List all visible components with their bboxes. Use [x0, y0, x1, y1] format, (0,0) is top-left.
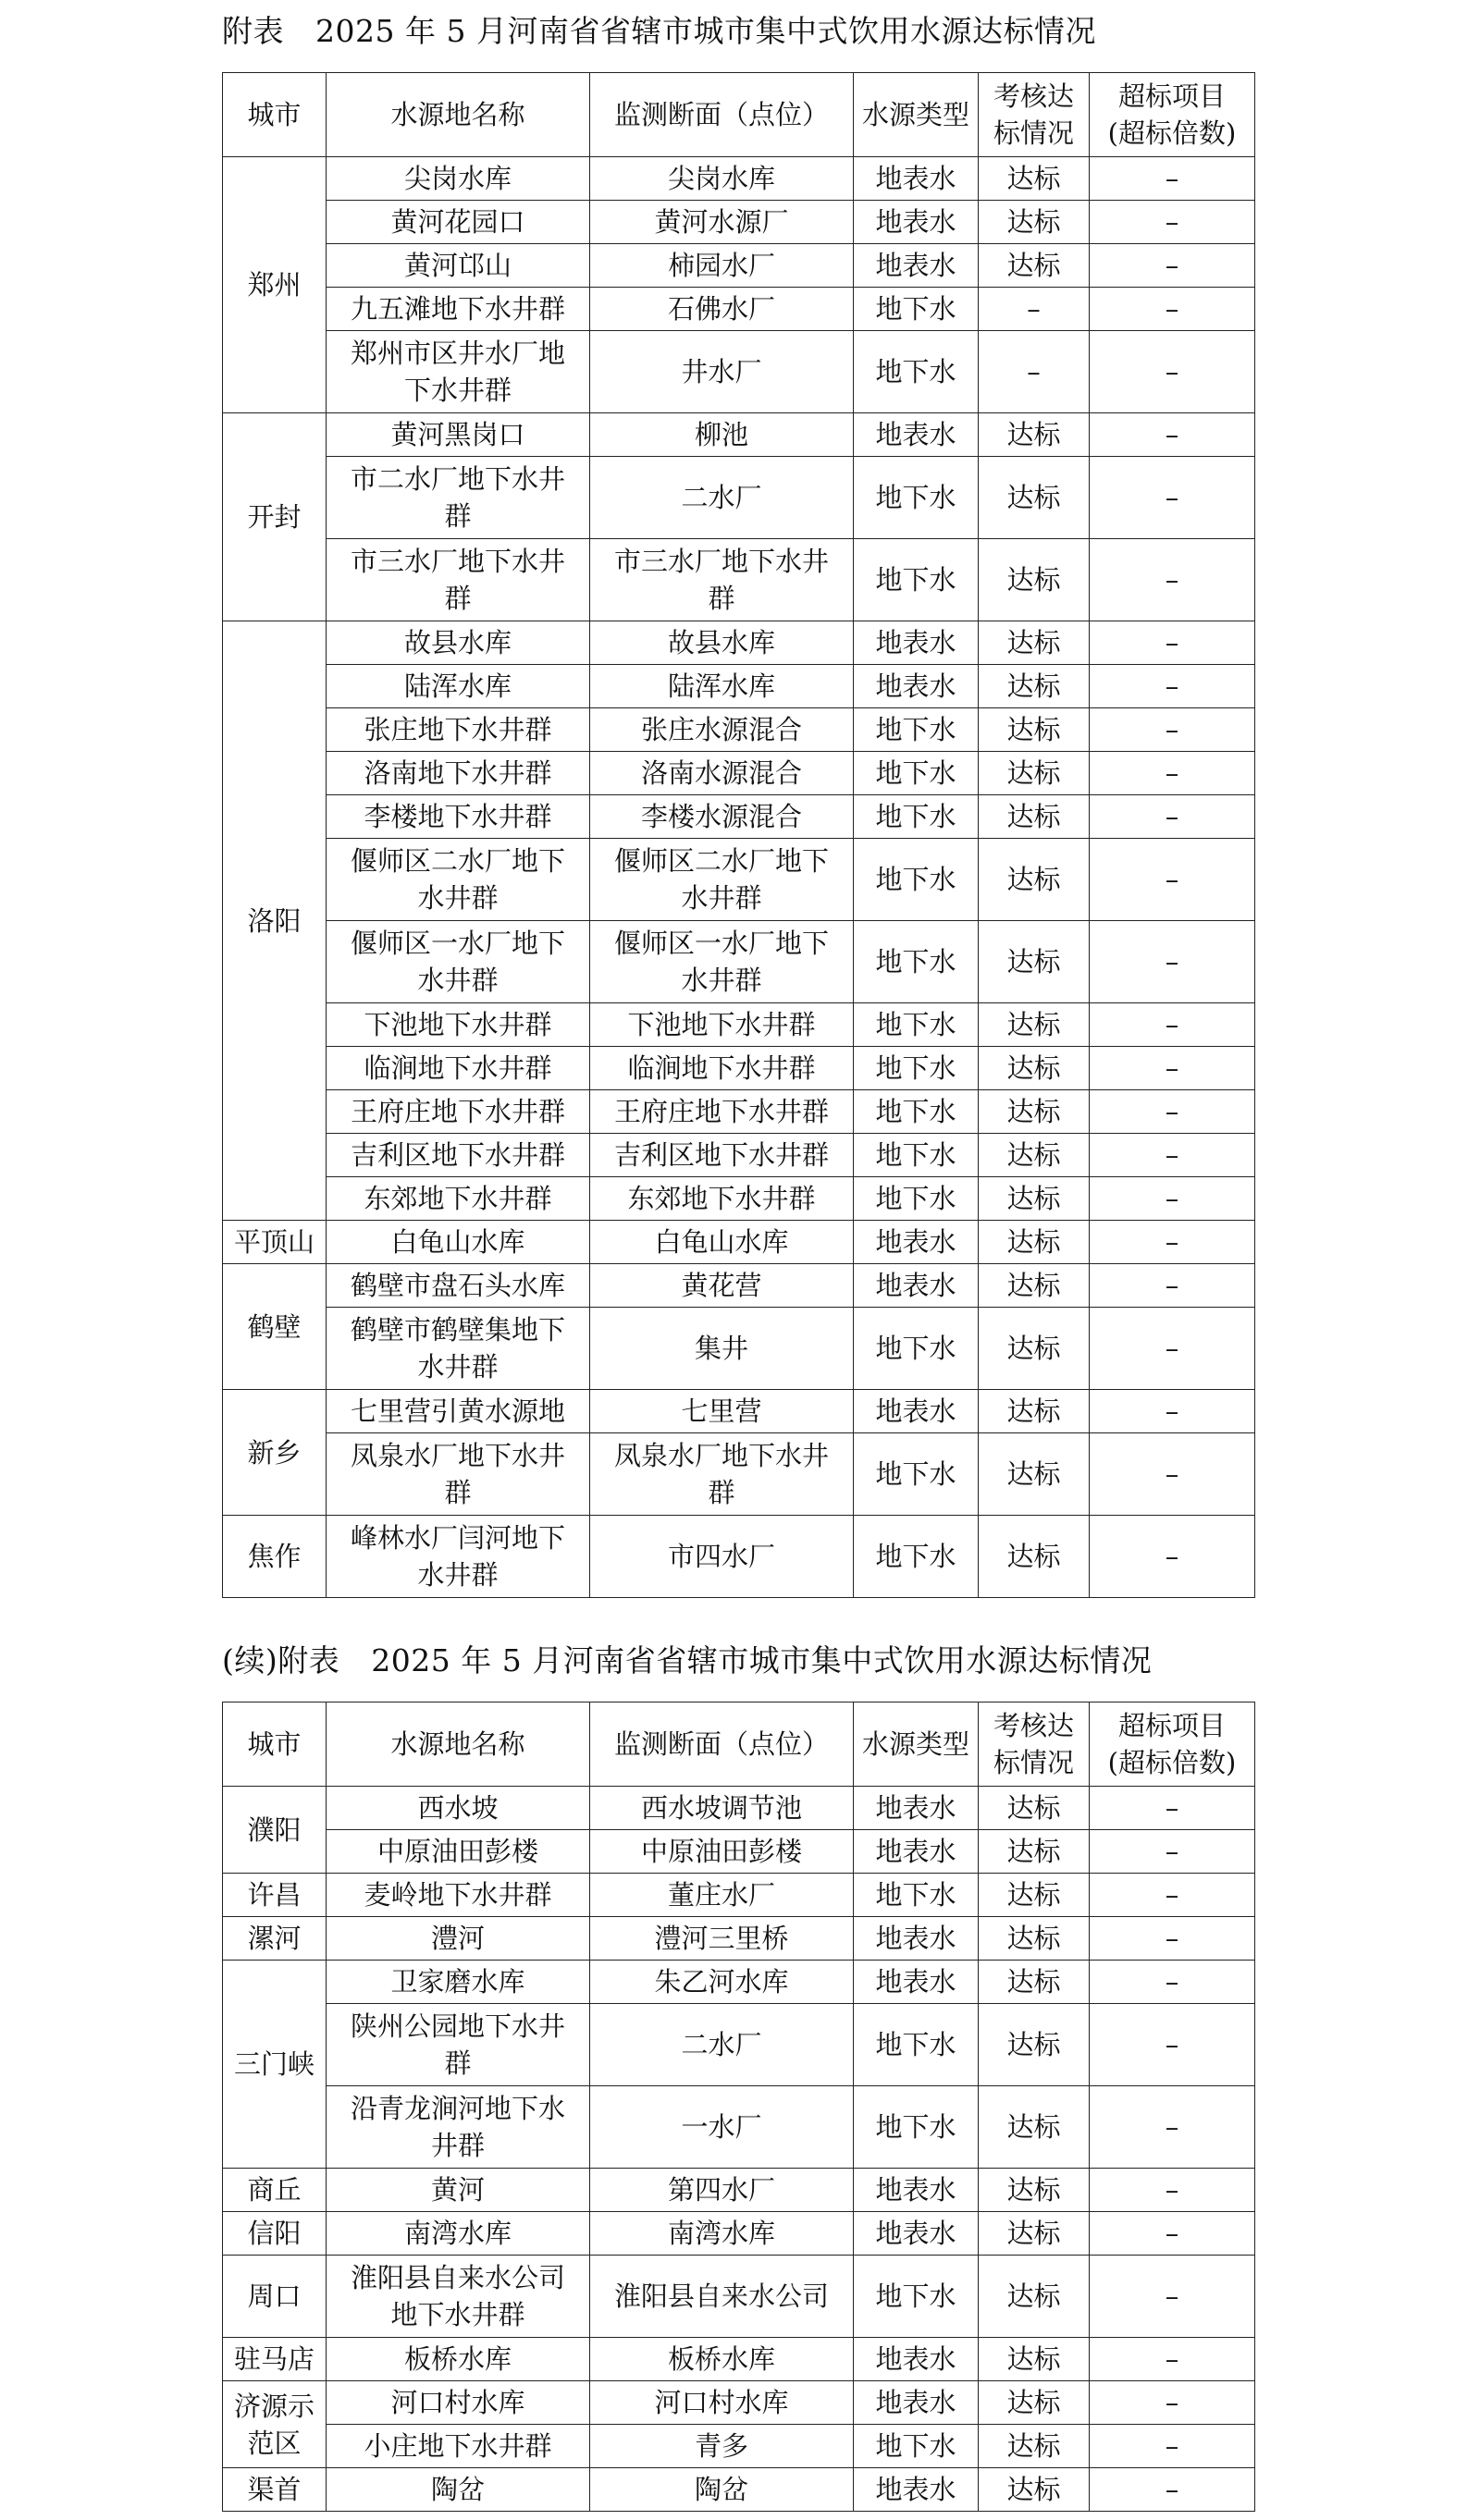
exceed-cell: –	[1090, 1787, 1255, 1830]
table-row	[223, 331, 1255, 413]
source-type-cell: 地下水	[854, 1090, 979, 1134]
title-prefix: 附表	[222, 13, 284, 49]
source-name-cell: 白龟山水库	[327, 1221, 590, 1264]
header-exceed: 超标项目 (超标倍数)	[1090, 73, 1255, 157]
source-name-cell: 七里营引黄水源地	[327, 1390, 590, 1433]
exceed-cell: –	[1090, 1516, 1255, 1598]
table-row	[223, 1390, 1255, 1433]
exceed-cell: –	[1090, 839, 1255, 921]
exceed-cell: –	[1090, 413, 1255, 457]
status-cell: 达标	[979, 2086, 1090, 2169]
source-type-cell: 地下水	[854, 1003, 979, 1047]
source-name-cell: 尖岗水库	[327, 157, 590, 201]
exceed-cell: –	[1090, 1874, 1255, 1917]
header-type: 水源类型	[854, 73, 979, 157]
source-name-cell: 沿青龙涧河地下水 井群	[327, 2086, 590, 2169]
source-type-cell: 地表水	[854, 413, 979, 457]
monitoring-section-cell: 临涧地下水井群	[590, 1047, 854, 1090]
source-type-cell: 地下水	[854, 2004, 979, 2086]
exceed-cell: –	[1090, 752, 1255, 795]
status-cell: 达标	[979, 2425, 1090, 2468]
table-row	[223, 2468, 1255, 2512]
header-row	[223, 73, 1255, 157]
city-cell: 开封	[223, 413, 327, 621]
water-source-table-continued	[222, 1702, 1255, 2512]
city-cell: 郑州	[223, 157, 327, 413]
status-cell: 达标	[979, 1961, 1090, 2004]
monitoring-section-cell: 板桥水库	[590, 2338, 854, 2381]
status-cell: 达标	[979, 1390, 1090, 1433]
source-name-cell: 临涧地下水井群	[327, 1047, 590, 1090]
monitoring-section-cell: 青多	[590, 2425, 854, 2468]
source-name-cell: 郑州市区井水厂地 下水井群	[327, 331, 590, 413]
monitoring-section-cell: 河口村水库	[590, 2381, 854, 2425]
monitoring-section-cell: 故县水库	[590, 621, 854, 665]
header-status: 考核达 标情况	[979, 1703, 1090, 1787]
table-row	[223, 2338, 1255, 2381]
table-title	[222, 13, 1096, 50]
source-type-cell: 地表水	[854, 1787, 979, 1830]
exceed-cell: –	[1090, 2256, 1255, 2338]
exceed-cell: –	[1090, 1961, 1255, 2004]
source-name-cell: 鹤壁市鹤壁集地下 水井群	[327, 1308, 590, 1390]
status-cell: 达标	[979, 1177, 1090, 1221]
exceed-cell: –	[1090, 1177, 1255, 1221]
monitoring-section-cell: 陆浑水库	[590, 665, 854, 708]
table-row	[223, 795, 1255, 839]
monitoring-section-cell: 七里营	[590, 1390, 854, 1433]
source-type-cell: 地下水	[854, 795, 979, 839]
exceed-cell: –	[1090, 331, 1255, 413]
monitoring-section-cell: 东郊地下水井群	[590, 1177, 854, 1221]
source-name-cell: 小庄地下水井群	[327, 2425, 590, 2468]
source-type-cell: 地表水	[854, 2381, 979, 2425]
source-name-cell: 黄河花园口	[327, 201, 590, 244]
source-type-cell: 地下水	[854, 1433, 979, 1516]
exceed-cell: –	[1090, 1134, 1255, 1177]
monitoring-section-cell: 王府庄地下水井群	[590, 1090, 854, 1134]
source-type-cell: 地下水	[854, 708, 979, 752]
exceed-cell: –	[1090, 457, 1255, 539]
exceed-cell: –	[1090, 621, 1255, 665]
table-row	[223, 288, 1255, 331]
source-type-cell: 地下水	[854, 2425, 979, 2468]
status-cell: 达标	[979, 2468, 1090, 2512]
source-name-cell: 洛南地下水井群	[327, 752, 590, 795]
source-type-cell: 地表水	[854, 1961, 979, 2004]
source-name-cell: 李楼地下水井群	[327, 795, 590, 839]
source-type-cell: 地下水	[854, 1308, 979, 1390]
monitoring-section-cell: 西水坡调节池	[590, 1787, 854, 1830]
exceed-cell: –	[1090, 1917, 1255, 1961]
status-cell: 达标	[979, 665, 1090, 708]
monitoring-section-cell: 淮阳县自来水公司	[590, 2256, 854, 2338]
monitoring-section-cell: 凤泉水厂地下水井 群	[590, 1433, 854, 1516]
status-cell: 达标	[979, 621, 1090, 665]
table-row	[223, 1090, 1255, 1134]
exceed-cell: –	[1090, 1308, 1255, 1390]
source-name-cell: 鹤壁市盘石头水库	[327, 1264, 590, 1308]
continued-table-title	[222, 1642, 1152, 1679]
table-row	[223, 2086, 1255, 2169]
exceed-cell: –	[1090, 539, 1255, 621]
exceed-cell: –	[1090, 1830, 1255, 1874]
table-row	[223, 2004, 1255, 2086]
header-row	[223, 1703, 1255, 1787]
status-cell: 达标	[979, 752, 1090, 795]
monitoring-section-cell: 井水厂	[590, 331, 854, 413]
source-name-cell: 市二水厂地下水井 群	[327, 457, 590, 539]
header-source: 水源地名称	[327, 1703, 590, 1787]
source-type-cell: 地下水	[854, 921, 979, 1003]
city-cell: 洛阳	[223, 621, 327, 1221]
source-type-cell: 地表水	[854, 1830, 979, 1874]
source-type-cell: 地表水	[854, 1390, 979, 1433]
city-cell: 漯河	[223, 1917, 327, 1961]
table-row	[223, 244, 1255, 288]
source-name-cell: 张庄地下水井群	[327, 708, 590, 752]
source-type-cell: 地下水	[854, 1874, 979, 1917]
source-type-cell: 地下水	[854, 457, 979, 539]
exceed-cell: –	[1090, 2169, 1255, 2212]
header-city: 城市	[223, 1703, 327, 1787]
table-row	[223, 1177, 1255, 1221]
source-type-cell: 地下水	[854, 2086, 979, 2169]
city-cell: 商丘	[223, 2169, 327, 2212]
exceed-cell: –	[1090, 1047, 1255, 1090]
exceed-cell: –	[1090, 2086, 1255, 2169]
source-type-cell: 地表水	[854, 2212, 979, 2256]
city-cell: 新乡	[223, 1390, 327, 1516]
table-row	[223, 921, 1255, 1003]
exceed-cell: –	[1090, 1003, 1255, 1047]
source-type-cell: 地表水	[854, 244, 979, 288]
table-row	[223, 665, 1255, 708]
table-row	[223, 1221, 1255, 1264]
table-row	[223, 708, 1255, 752]
source-name-cell: 南湾水库	[327, 2212, 590, 2256]
exceed-cell: –	[1090, 1433, 1255, 1516]
title-prefix: (续)附表	[222, 1642, 340, 1678]
source-type-cell: 地下水	[854, 1177, 979, 1221]
exceed-cell: –	[1090, 2381, 1255, 2425]
monitoring-section-cell: 中原油田彭楼	[590, 1830, 854, 1874]
status-cell: 达标	[979, 2004, 1090, 2086]
table-row	[223, 1308, 1255, 1390]
table-row	[223, 1787, 1255, 1830]
monitoring-section-cell: 市三水厂地下水井 群	[590, 539, 854, 621]
status-cell: –	[979, 288, 1090, 331]
monitoring-section-cell: 下池地下水井群	[590, 1003, 854, 1047]
source-name-cell: 河口村水库	[327, 2381, 590, 2425]
table-row	[223, 1264, 1255, 1308]
city-cell: 周口	[223, 2256, 327, 2338]
status-cell: 达标	[979, 1003, 1090, 1047]
city-cell: 渠首	[223, 2468, 327, 2512]
status-cell: 达标	[979, 2212, 1090, 2256]
monitoring-section-cell: 董庄水厂	[590, 1874, 854, 1917]
table-row	[223, 2256, 1255, 2338]
monitoring-section-cell: 市四水厂	[590, 1516, 854, 1598]
table-row	[223, 2381, 1255, 2425]
source-name-cell: 澧河	[327, 1917, 590, 1961]
city-cell: 驻马店	[223, 2338, 327, 2381]
source-name-cell: 吉利区地下水井群	[327, 1134, 590, 1177]
city-cell: 鹤壁	[223, 1264, 327, 1390]
header-status: 考核达 标情况	[979, 73, 1090, 157]
source-name-cell: 东郊地下水井群	[327, 1177, 590, 1221]
status-cell: 达标	[979, 1090, 1090, 1134]
monitoring-section-cell: 张庄水源混合	[590, 708, 854, 752]
status-cell: 达标	[979, 1874, 1090, 1917]
source-type-cell: 地下水	[854, 1047, 979, 1090]
source-type-cell: 地下水	[854, 2256, 979, 2338]
exceed-cell: –	[1090, 288, 1255, 331]
status-cell: 达标	[979, 839, 1090, 921]
exceed-cell: –	[1090, 1090, 1255, 1134]
status-cell: 达标	[979, 1047, 1090, 1090]
exceed-cell: –	[1090, 708, 1255, 752]
exceed-cell: –	[1090, 1264, 1255, 1308]
status-cell: 达标	[979, 2256, 1090, 2338]
city-cell: 济源示范区	[223, 2381, 327, 2468]
status-cell: 达标	[979, 157, 1090, 201]
table-row	[223, 621, 1255, 665]
exceed-cell: –	[1090, 2212, 1255, 2256]
table-row	[223, 1433, 1255, 1516]
source-type-cell: 地表水	[854, 621, 979, 665]
exceed-cell: –	[1090, 921, 1255, 1003]
source-name-cell: 卫家磨水库	[327, 1961, 590, 2004]
source-type-cell: 地表水	[854, 1264, 979, 1308]
monitoring-section-cell: 二水厂	[590, 2004, 854, 2086]
monitoring-section-cell: 洛南水源混合	[590, 752, 854, 795]
header-source: 水源地名称	[327, 73, 590, 157]
monitoring-section-cell: 一水厂	[590, 2086, 854, 2169]
monitoring-section-cell: 陶岔	[590, 2468, 854, 2512]
table-row	[223, 1917, 1255, 1961]
city-cell: 焦作	[223, 1516, 327, 1598]
status-cell: –	[979, 331, 1090, 413]
source-type-cell: 地表水	[854, 1221, 979, 1264]
source-name-cell: 黄河黑岗口	[327, 413, 590, 457]
source-name-cell: 黄河	[327, 2169, 590, 2212]
status-cell: 达标	[979, 795, 1090, 839]
status-cell: 达标	[979, 244, 1090, 288]
table-row	[223, 2212, 1255, 2256]
table-row	[223, 1830, 1255, 1874]
monitoring-section-cell: 李楼水源混合	[590, 795, 854, 839]
source-name-cell: 九五滩地下水井群	[327, 288, 590, 331]
status-cell: 达标	[979, 201, 1090, 244]
source-name-cell: 陕州公园地下水井 群	[327, 2004, 590, 2086]
source-type-cell: 地下水	[854, 539, 979, 621]
source-type-cell: 地表水	[854, 157, 979, 201]
header-section: 监测断面（点位）	[590, 73, 854, 157]
status-cell: 达标	[979, 1830, 1090, 1874]
table-row	[223, 413, 1255, 457]
table-row	[223, 457, 1255, 539]
table-row	[223, 1961, 1255, 2004]
header-exceed: 超标项目 (超标倍数)	[1090, 1703, 1255, 1787]
table-row	[223, 1134, 1255, 1177]
table-row	[223, 201, 1255, 244]
city-cell: 许昌	[223, 1874, 327, 1917]
source-type-cell: 地下水	[854, 839, 979, 921]
table-row	[223, 839, 1255, 921]
status-cell: 达标	[979, 539, 1090, 621]
monitoring-section-cell: 吉利区地下水井群	[590, 1134, 854, 1177]
source-name-cell: 偃师区二水厂地下 水井群	[327, 839, 590, 921]
source-name-cell: 凤泉水厂地下水井 群	[327, 1433, 590, 1516]
exceed-cell: –	[1090, 2468, 1255, 2512]
status-cell: 达标	[979, 1917, 1090, 1961]
source-name-cell: 陶岔	[327, 2468, 590, 2512]
monitoring-section-cell: 黄花营	[590, 1264, 854, 1308]
status-cell: 达标	[979, 1433, 1090, 1516]
source-name-cell: 陆浑水库	[327, 665, 590, 708]
city-cell: 濮阳	[223, 1787, 327, 1874]
title-text: 2025 年 5 月河南省省辖市城市集中式饮用水源达标情况	[315, 13, 1096, 49]
source-name-cell: 黄河邙山	[327, 244, 590, 288]
source-name-cell: 淮阳县自来水公司 地下水井群	[327, 2256, 590, 2338]
status-cell: 达标	[979, 1308, 1090, 1390]
water-source-table	[222, 72, 1255, 1598]
exceed-cell: –	[1090, 244, 1255, 288]
exceed-cell: –	[1090, 1390, 1255, 1433]
exceed-cell: –	[1090, 2004, 1255, 2086]
exceed-cell: –	[1090, 1221, 1255, 1264]
monitoring-section-cell: 柳池	[590, 413, 854, 457]
source-name-cell: 王府庄地下水井群	[327, 1090, 590, 1134]
source-type-cell: 地下水	[854, 288, 979, 331]
source-type-cell: 地下水	[854, 752, 979, 795]
source-type-cell: 地表水	[854, 2468, 979, 2512]
source-name-cell: 板桥水库	[327, 2338, 590, 2381]
exceed-cell: –	[1090, 665, 1255, 708]
source-type-cell: 地表水	[854, 2169, 979, 2212]
header-city: 城市	[223, 73, 327, 157]
monitoring-section-cell: 偃师区一水厂地下 水井群	[590, 921, 854, 1003]
status-cell: 达标	[979, 1516, 1090, 1598]
monitoring-section-cell: 偃师区二水厂地下 水井群	[590, 839, 854, 921]
monitoring-section-cell: 朱乙河水库	[590, 1961, 854, 2004]
monitoring-section-cell: 柿园水厂	[590, 244, 854, 288]
exceed-cell: –	[1090, 795, 1255, 839]
source-type-cell: 地下水	[854, 331, 979, 413]
source-type-cell: 地下水	[854, 1134, 979, 1177]
source-type-cell: 地表水	[854, 2338, 979, 2381]
source-name-cell: 偃师区一水厂地下 水井群	[327, 921, 590, 1003]
monitoring-section-cell: 黄河水源厂	[590, 201, 854, 244]
source-name-cell: 中原油田彭楼	[327, 1830, 590, 1874]
status-cell: 达标	[979, 1787, 1090, 1830]
exceed-cell: –	[1090, 201, 1255, 244]
monitoring-section-cell: 尖岗水库	[590, 157, 854, 201]
status-cell: 达标	[979, 457, 1090, 539]
source-name-cell: 市三水厂地下水井 群	[327, 539, 590, 621]
table-row	[223, 2169, 1255, 2212]
header-section: 监测断面（点位）	[590, 1703, 854, 1787]
table-row	[223, 1516, 1255, 1598]
table-row	[223, 539, 1255, 621]
source-name-cell: 下池地下水井群	[327, 1003, 590, 1047]
source-type-cell: 地表水	[854, 201, 979, 244]
table-row	[223, 2425, 1255, 2468]
table-row	[223, 157, 1255, 201]
table-row	[223, 752, 1255, 795]
source-name-cell: 西水坡	[327, 1787, 590, 1830]
status-cell: 达标	[979, 2381, 1090, 2425]
monitoring-section-cell: 南湾水库	[590, 2212, 854, 2256]
source-type-cell: 地表水	[854, 1917, 979, 1961]
table-row	[223, 1874, 1255, 1917]
status-cell: 达标	[979, 1221, 1090, 1264]
monitoring-section-cell: 石佛水厂	[590, 288, 854, 331]
status-cell: 达标	[979, 1134, 1090, 1177]
status-cell: 达标	[979, 2338, 1090, 2381]
source-name-cell: 峰林水厂闫河地下 水井群	[327, 1516, 590, 1598]
monitoring-section-cell: 白龟山水库	[590, 1221, 854, 1264]
status-cell: 达标	[979, 708, 1090, 752]
source-type-cell: 地下水	[854, 1516, 979, 1598]
status-cell: 达标	[979, 2169, 1090, 2212]
city-cell: 平顶山	[223, 1221, 327, 1264]
table-row	[223, 1047, 1255, 1090]
exceed-cell: –	[1090, 157, 1255, 201]
source-name-cell: 故县水库	[327, 621, 590, 665]
monitoring-section-cell: 第四水厂	[590, 2169, 854, 2212]
table-row	[223, 1003, 1255, 1047]
exceed-cell: –	[1090, 2338, 1255, 2381]
monitoring-section-cell: 二水厂	[590, 457, 854, 539]
status-cell: 达标	[979, 413, 1090, 457]
city-cell: 三门峡	[223, 1961, 327, 2169]
source-type-cell: 地表水	[854, 665, 979, 708]
exceed-cell: –	[1090, 2425, 1255, 2468]
title-text: 2025 年 5 月河南省省辖市城市集中式饮用水源达标情况	[371, 1642, 1153, 1678]
status-cell: 达标	[979, 921, 1090, 1003]
city-cell: 信阳	[223, 2212, 327, 2256]
monitoring-section-cell: 集井	[590, 1308, 854, 1390]
monitoring-section-cell: 澧河三里桥	[590, 1917, 854, 1961]
status-cell: 达标	[979, 1264, 1090, 1308]
header-type: 水源类型	[854, 1703, 979, 1787]
source-name-cell: 麦岭地下水井群	[327, 1874, 590, 1917]
